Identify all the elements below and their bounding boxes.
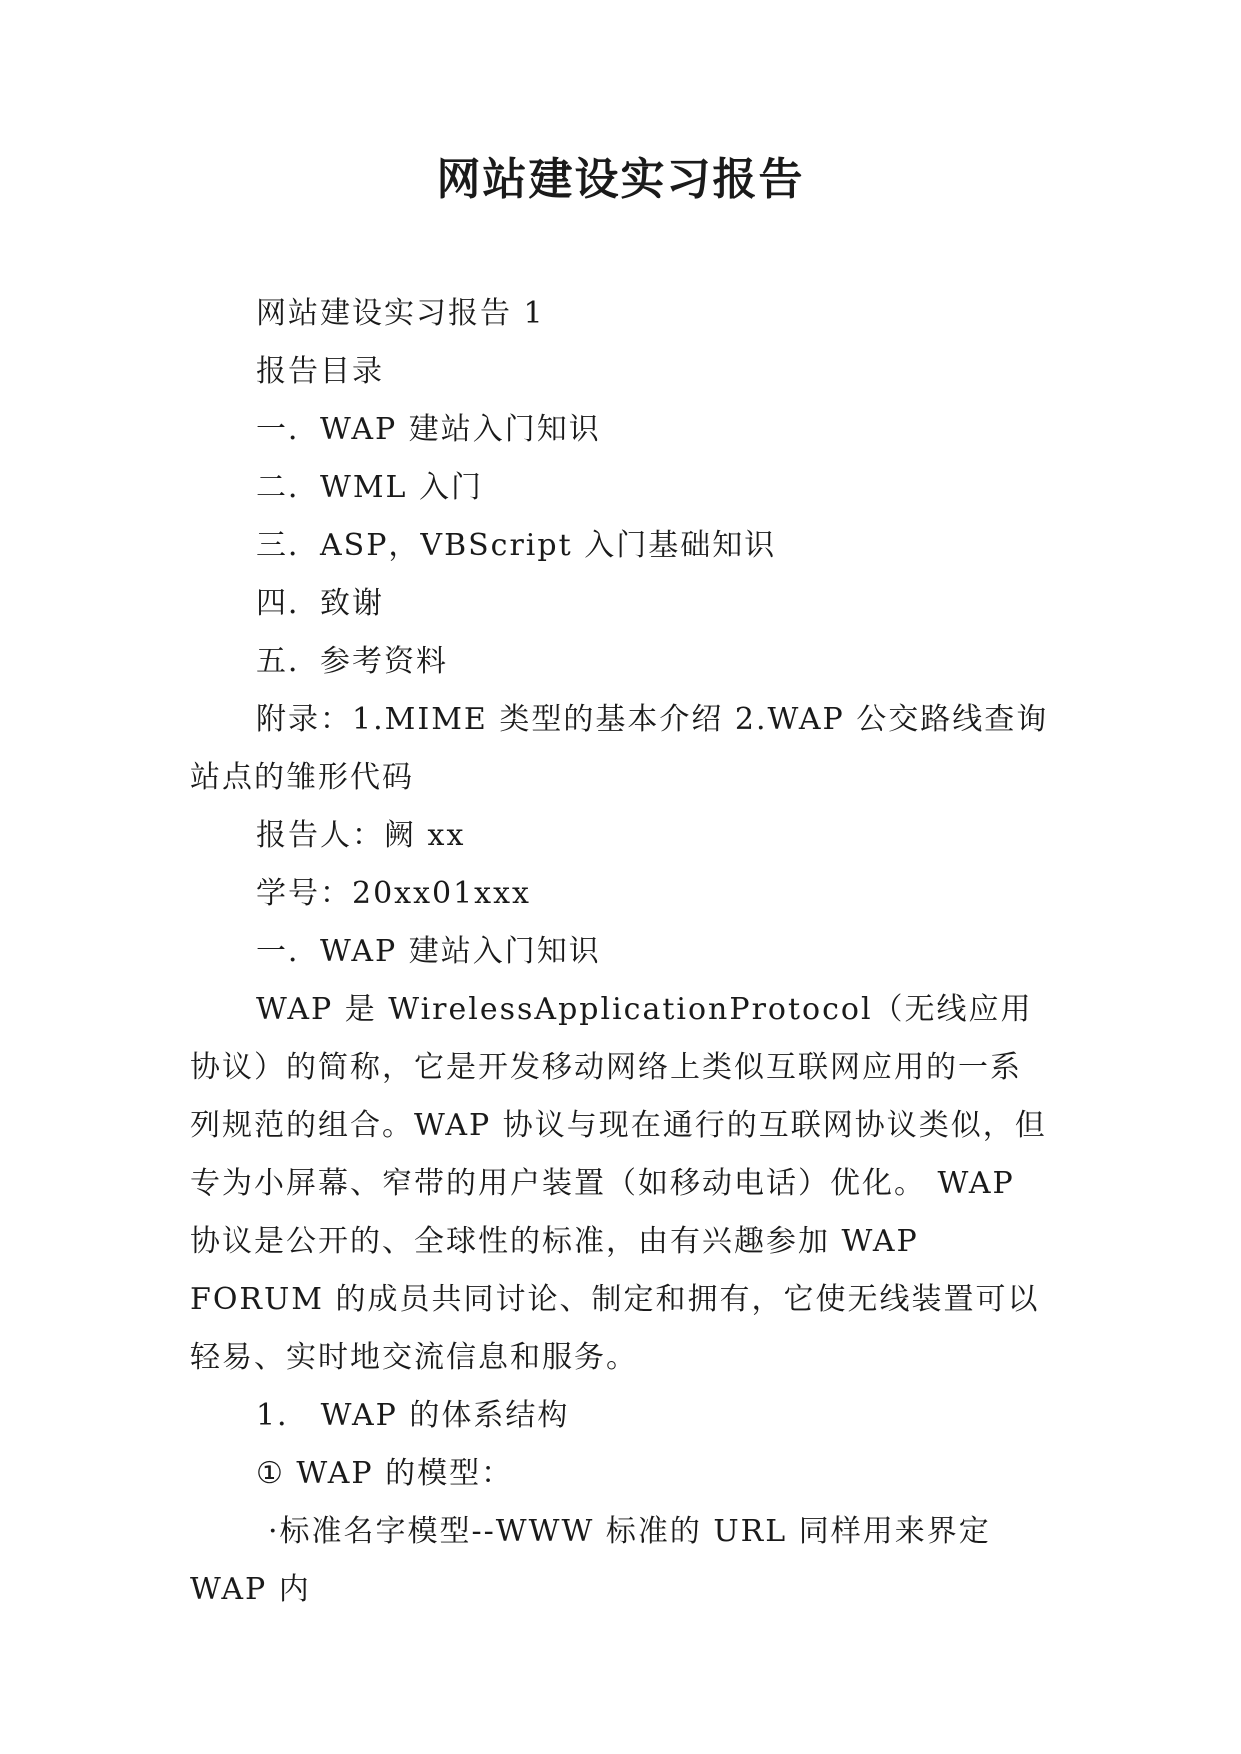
student-id-line: 学号：20xx01xxx: [256, 876, 531, 911]
toc-item-2: 二．WML 入门: [256, 470, 484, 505]
subsection-heading-model: ① WAP 的模型：: [256, 1456, 514, 1491]
section-heading-wap: 一．WAP 建站入门知识: [256, 934, 601, 969]
toc-item-1: 一．WAP 建站入门知识: [256, 412, 601, 447]
subsection-heading-architecture: 1． WAP 的体系结构: [256, 1398, 570, 1433]
paragraph-wap-intro: WAP 是 WirelessApplicationProtocol（无线应用协议）的简称，它是开发移动网络上类似互联网应用的一系列规范的组合。WAP 协议与现在通行的互联网协议类似，但专为小屏幕、窄带的用户装置（如移动电话）优化。 WAP 协议是公开的、全球性的标准，由有兴趣参加 WAP FORUM 的成员共同讨论、制定和拥有，它使无线装置可以轻易、实时地交流信息和服务。: [190, 992, 1047, 1375]
document-body: [190, 285, 1050, 1619]
toc-item-5: 五．参考资料: [256, 644, 448, 679]
paragraph-toc-heading: 报告目录: [256, 354, 384, 389]
toc-item-3: 三．ASP，VBScript 入门基础知识: [256, 528, 777, 563]
reporter-line: 报告人：阙 xx: [256, 818, 466, 853]
appendix-line: 附录：1.MIME 类型的基本介绍 2.WAP 公交路线查询站点的雏形代码: [190, 702, 1049, 795]
bullet-standard-naming-model: ·标准名字模型--WWW 标准的 URL 同样用来界定 WAP 内: [190, 1514, 991, 1607]
document-title: 网站建设实习报告: [436, 154, 805, 205]
paragraph-report-heading: 网站建设实习报告 1: [256, 296, 545, 331]
toc-item-4: 四．致谢: [256, 586, 384, 621]
